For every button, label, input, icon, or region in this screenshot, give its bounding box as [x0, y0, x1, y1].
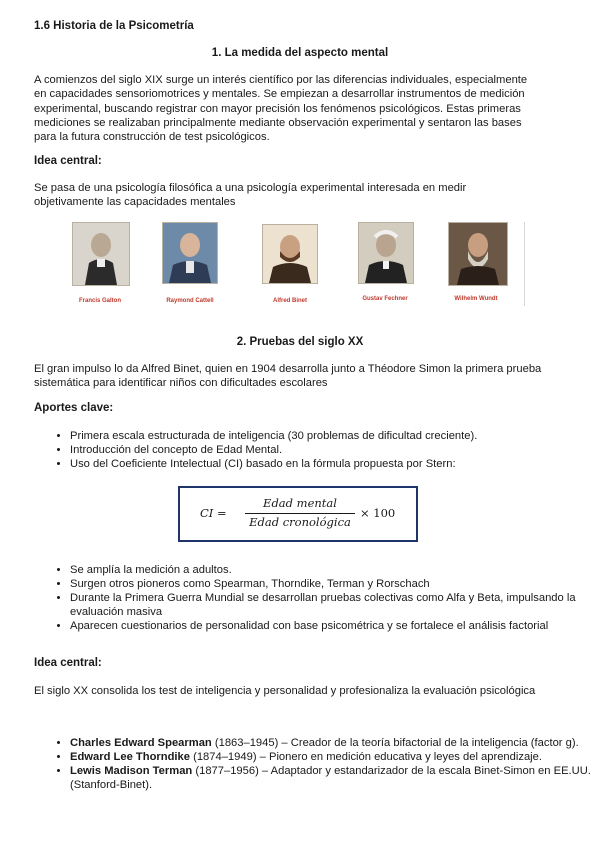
portraits-divider [524, 222, 525, 306]
caption-wundt: Wilhelm Wundt [454, 296, 498, 302]
paragraph-line: objetivamente las capacidades mentales [34, 196, 236, 209]
person-name: Edward Lee Thorndike [70, 751, 190, 763]
formula-denominator: Edad cronológica [249, 515, 351, 529]
caption-galton: Francis Galton [78, 298, 121, 304]
paragraph-line: mediciones se realizaban principalmente mediante observación experimental y sentaron las bases [34, 116, 522, 129]
paragraph-line: en capacidades sensoriomotrices y mentales. Se empiezan a desarrollar instrumentos de medición [34, 88, 525, 101]
section1-title: 1. La medida del aspecto mental [211, 47, 389, 59]
aportes-label: Aportes clave: [34, 402, 114, 414]
person-name: Charles Edward Spearman [70, 737, 212, 749]
list-item: • Durante la Primera Guerra Mundial se desarrollan pruebas colectivas como Alfa y Beta, impulsando la evaluación masiva [70, 591, 600, 619]
main-heading: 1.6 Historia de la Psicometría [34, 20, 194, 32]
ci-formula-box [178, 486, 418, 542]
list-item [70, 764, 600, 792]
paragraph-line: Se pasa de una psicología filosófica a una psicología experimental interesada en medir [34, 182, 467, 194]
person-name: Lewis Madison Terman [70, 765, 193, 777]
formula-fraction-line [245, 513, 355, 514]
list-item [70, 750, 600, 764]
caption-cattell: Raymond Cattell [166, 298, 214, 304]
list-item: • Uso del Coeficiente Intelectual (CI) basado en la fórmula propuesta por Stern: [70, 457, 600, 471]
idea-central-label-1: Idea central: [34, 155, 102, 167]
formula-factor: × 100 [360, 506, 396, 520]
paragraph-line: para la futura construcción de test psicológicos. [34, 131, 270, 144]
person-desc: (1877–1956) – Adaptador y estandarizador de la escala Binet-Simon en EE.UU. (Stanford-Binet). [70, 765, 591, 791]
idea-central-text-1 [34, 181, 569, 210]
section2-paragraph [34, 362, 569, 391]
paragraph-line: El gran impulso lo da Alfred Binet, quien en 1904 desarrolla junto a Théodore Simon la primera prueba [34, 363, 542, 375]
paragraph-line: A comienzos del siglo XIX surge un interés científico por las diferencias individuales, especialmente [34, 74, 528, 86]
person-desc: (1863–1945) – Creador de la teoría bifactorial de la inteligencia (factor g). [211, 737, 579, 749]
portrait-fechner [358, 222, 414, 284]
people-list [34, 736, 600, 792]
list-item: • Introducción del concepto de Edad Mental. [70, 443, 600, 457]
idea-central-text-2: El siglo XX consolida los test de inteligencia y personalidad y profesionaliza la evaluación psicológica [34, 685, 536, 697]
aportes-list [34, 429, 600, 471]
section2-title: 2. Pruebas del siglo XX [236, 336, 364, 348]
caption-fechner: Gustav Fechner [362, 296, 408, 302]
caption-binet: Alfred Binet [272, 298, 307, 304]
person-desc: (1874–1949) – Pionero en medición educativa y leyes del aprendizaje. [189, 751, 542, 763]
portrait-wundt [448, 222, 508, 286]
portrait-cattell [162, 222, 218, 284]
list-item: • Aparecen cuestionarios de personalidad con base psicométrica y se fortalece el análisis factorial [70, 619, 600, 633]
portraits-strip [60, 218, 538, 308]
list-item: • Surgen otros pioneros como Spearman, Thorndike, Terman y Rorschach [70, 577, 600, 591]
list-item [70, 736, 600, 750]
list-item: • Primera escala estructurada de inteligencia (30 problemas de dificultad creciente). [70, 429, 600, 443]
idea-central-label-2: Idea central: [34, 657, 102, 669]
portrait-binet [262, 224, 318, 284]
formula-lhs: CI = [200, 506, 227, 520]
more-list [34, 563, 600, 633]
paragraph-line: experimental, buscando registrar con mayor precisión los fenómenos psicológicos. Estas primeras [34, 102, 521, 115]
formula-numerator: Edad mental [263, 496, 337, 510]
paragraph-line: sistemática para identificar niños con dificultades escolares [34, 377, 328, 390]
section1-paragraph [34, 73, 569, 144]
portrait-galton [72, 222, 130, 286]
list-item: • Se amplía la medición a adultos. [70, 563, 600, 577]
